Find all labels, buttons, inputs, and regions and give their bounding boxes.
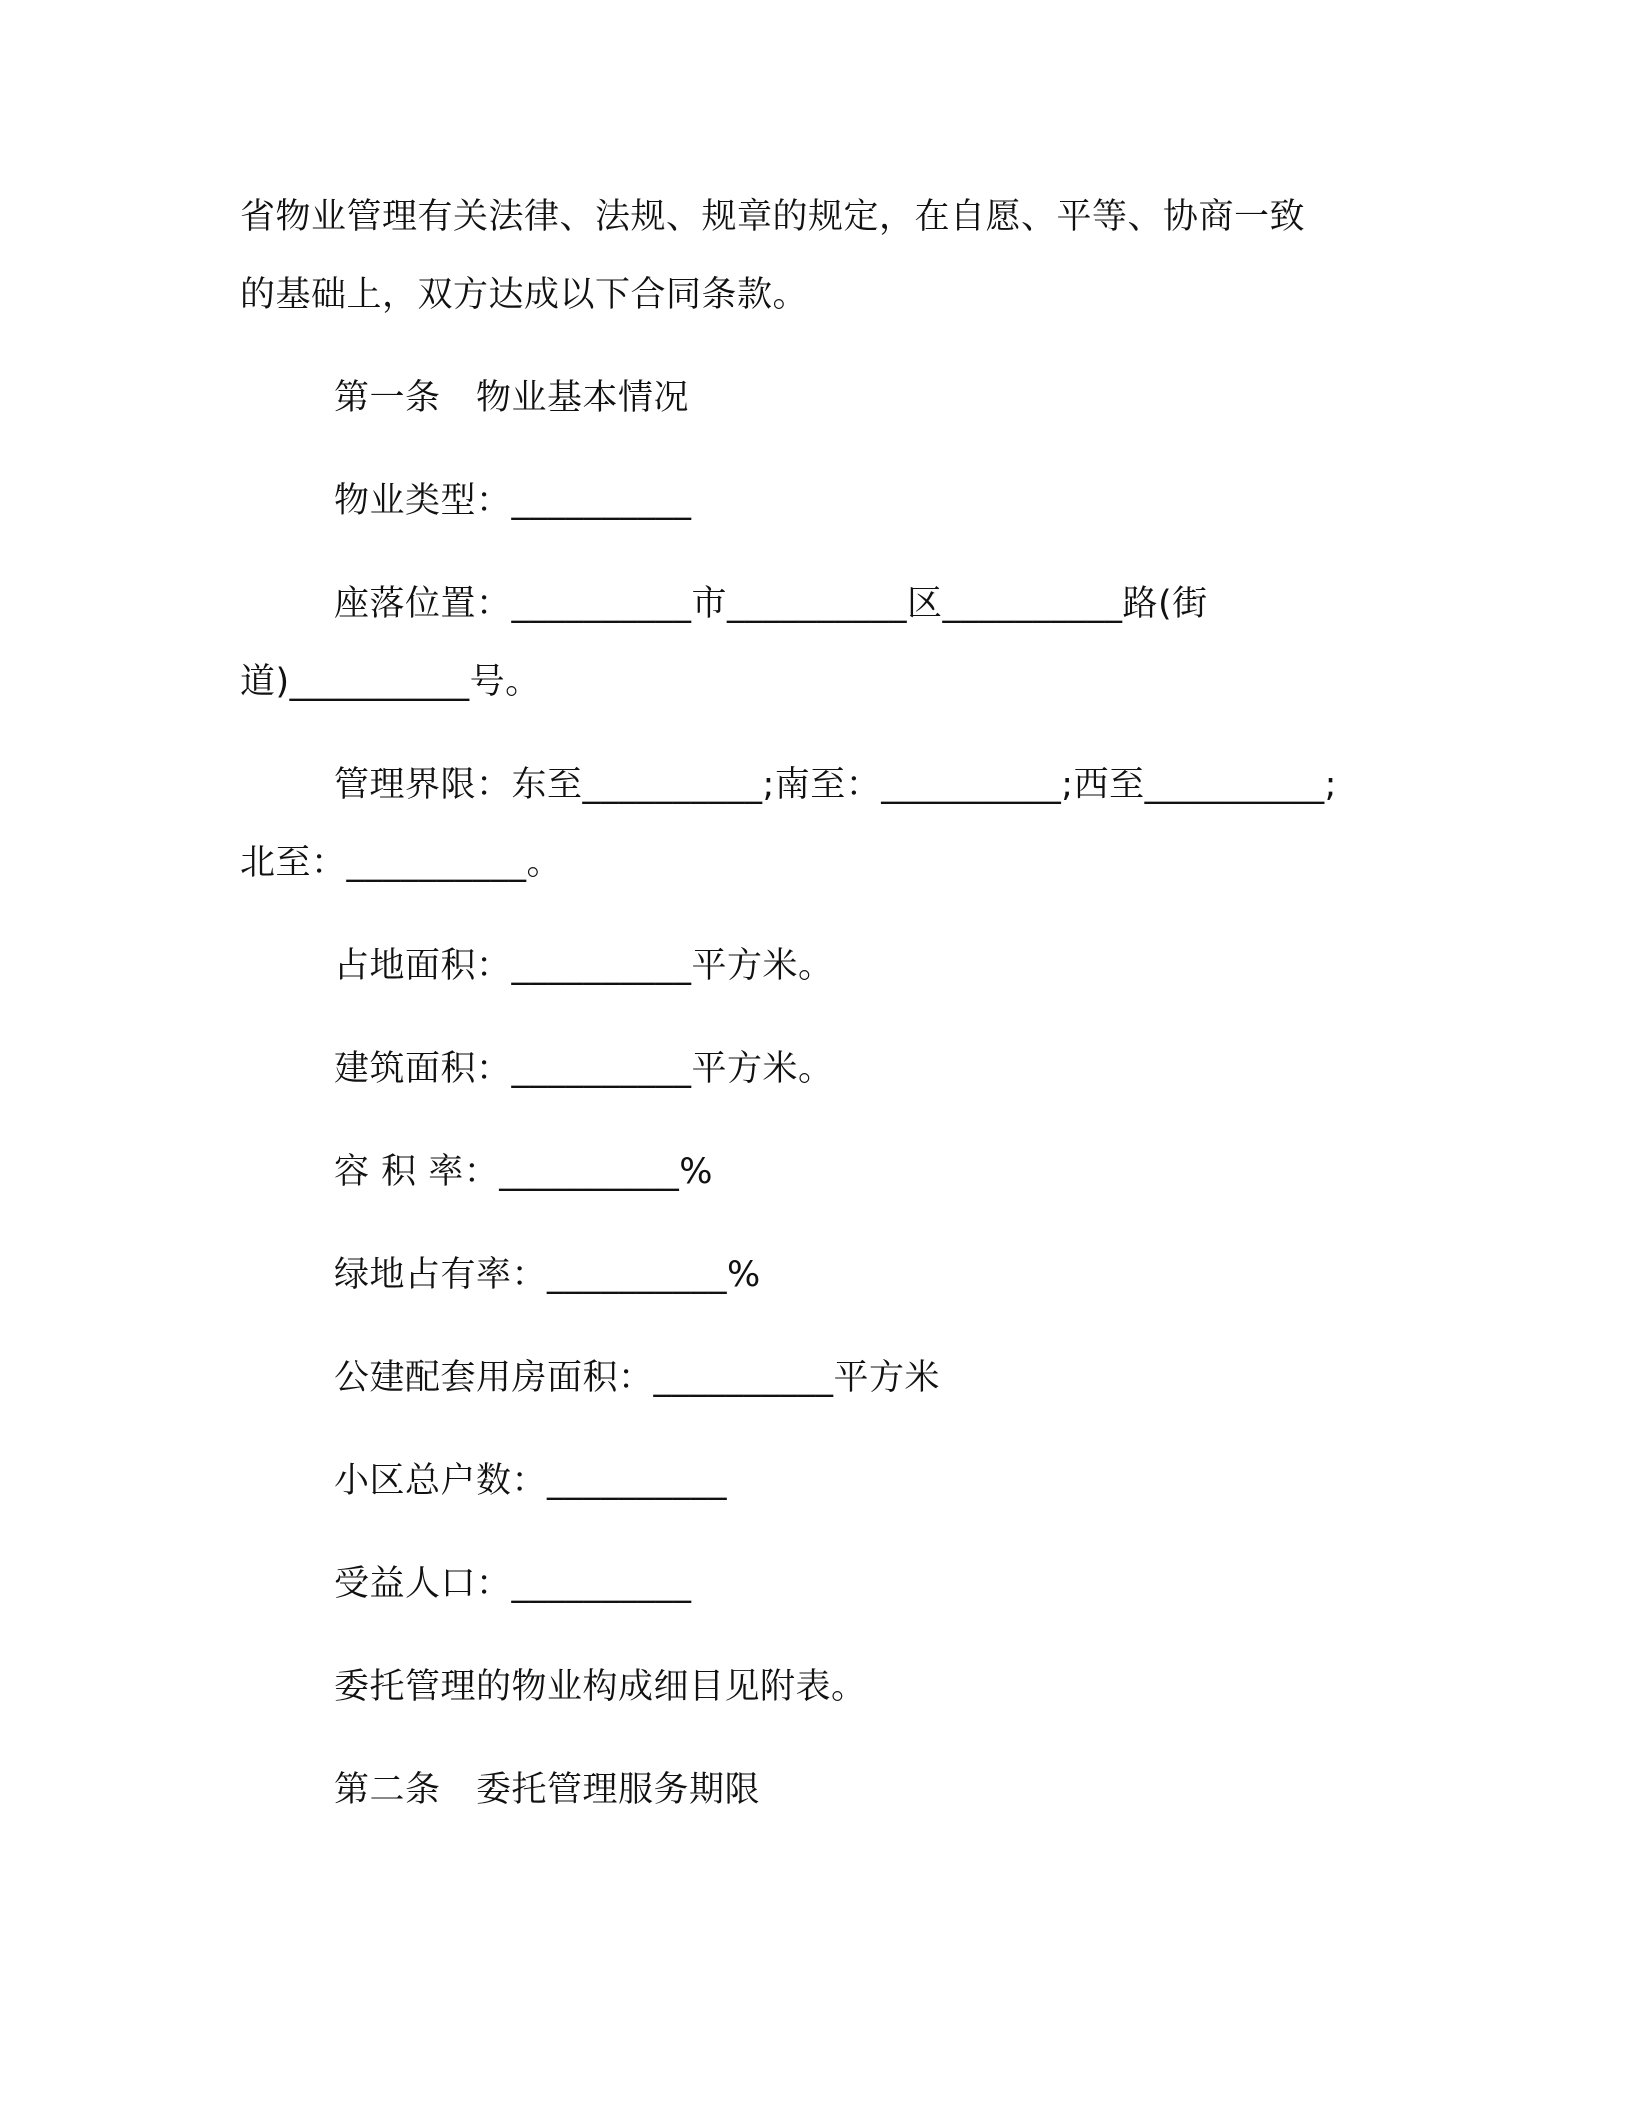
- green-ratio-line: 绿地占有率：__________%: [334, 1255, 761, 1295]
- article-1-heading: 第一条 物业基本情况: [334, 378, 690, 418]
- appendix-reference-line: 委托管理的物业构成细目见附表。: [334, 1667, 867, 1707]
- building-area-line: 建筑面积：__________平方米。: [334, 1049, 834, 1089]
- boundary-line-1: 管理界限：东至__________;南至：__________;西至__________;: [334, 765, 1337, 805]
- boundary-line-2: 北至：__________。: [240, 843, 563, 883]
- public-facility-area-line: 公建配套用房面积：__________平方米: [334, 1358, 941, 1398]
- paragraph-intro-line-1: 省物业管理有关法律、法规、规章的规定，在自愿、平等、协商一致: [240, 197, 1306, 237]
- paragraph-intro-line-2: 的基础上，双方达成以下合同条款。: [240, 275, 809, 315]
- beneficiary-population-line: 受益人口：__________: [334, 1564, 692, 1604]
- article-2-heading: 第二条 委托管理服务期限: [334, 1770, 761, 1810]
- land-area-line: 占地面积：__________平方米。: [334, 946, 834, 986]
- plot-ratio-line: 容 积 率：__________%: [334, 1152, 714, 1192]
- location-line-1: 座落位置：__________市__________区__________路(街: [334, 584, 1208, 624]
- location-line-2: 道)__________号。: [240, 662, 541, 702]
- property-type-line: 物业类型：__________: [334, 481, 692, 521]
- household-count-line: 小区总户数：__________: [334, 1461, 728, 1501]
